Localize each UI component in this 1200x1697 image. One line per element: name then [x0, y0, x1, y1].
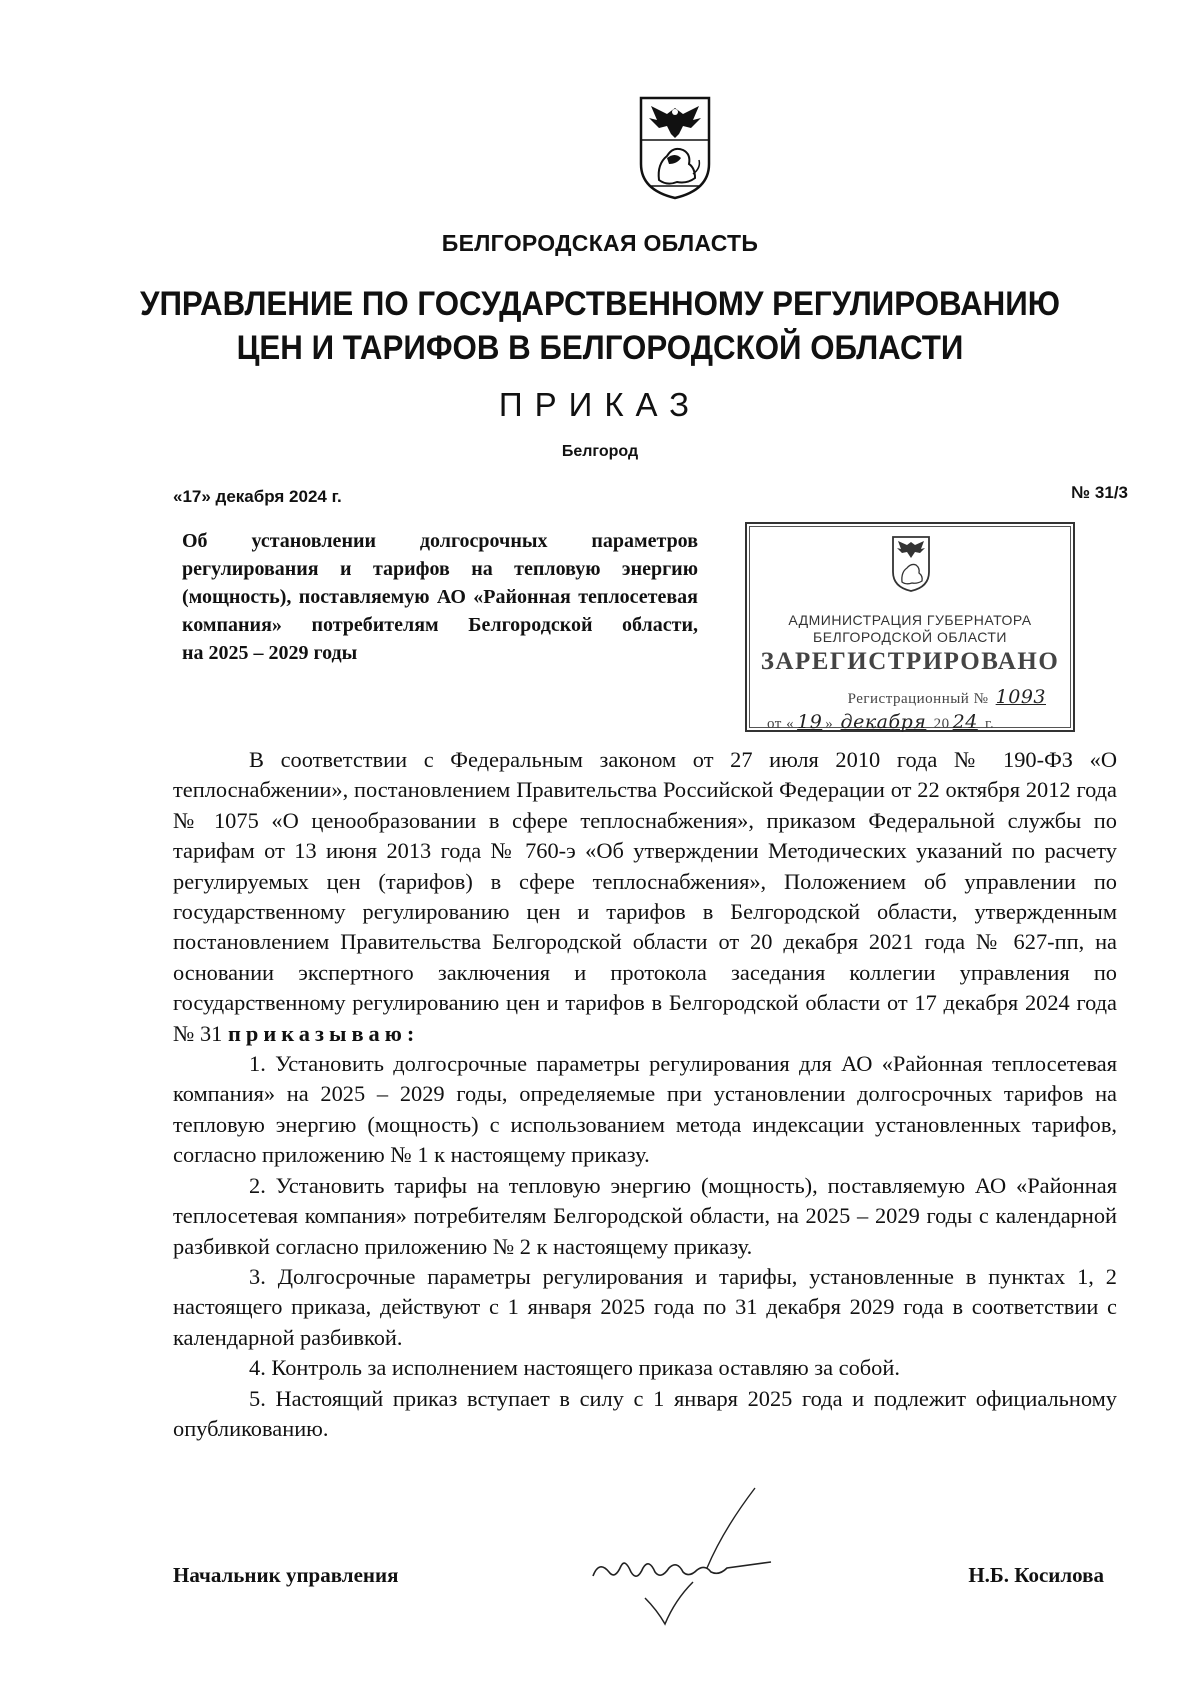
- stamp-reg-number: 1093: [995, 686, 1046, 708]
- order-word: приказываю:: [227, 1020, 420, 1046]
- stamp-year-suffix: 24: [952, 711, 978, 733]
- order-item-4: 4. Контроль за исполнением настоящего приказа оставляю за собой.: [249, 1355, 900, 1381]
- stamp-emblem-icon: [890, 534, 932, 594]
- stamp-organization: [747, 612, 1073, 646]
- order-body: [173, 745, 1117, 1444]
- city-name: Белгород: [561, 443, 639, 460]
- stamp-org-line2: БЕЛГОРОДСКОЙ ОБЛАСТИ: [813, 629, 1007, 645]
- order-date: «17» декабря 2024 г.: [173, 487, 342, 506]
- stamp-year-end: г.: [985, 716, 995, 732]
- order-item-5: 5. Настоящий приказ вступает в силу с 1 января 2025 года и подлежит официальному опубликованию.: [173, 1385, 1117, 1441]
- registration-stamp: [745, 522, 1075, 732]
- stamp-reg-label: Регистрационный №: [847, 691, 989, 707]
- coat-of-arms-emblem: [637, 94, 713, 202]
- order-item-2: 2. Установить тарифы на тепловую энергию (мощность), поставляемую АО «Районная теплосетевая компания» потребителям Белгородской области, на 2025 – 2029 годы с календарной разбивкой согласно приложению № 2 к настоящему приказу.: [173, 1172, 1117, 1259]
- signer-title: Начальник управления: [173, 1563, 399, 1587]
- stamp-registered-title: ЗАРЕГИСТРИРОВАНО: [760, 648, 1060, 675]
- stamp-month: декабря: [840, 711, 927, 733]
- stamp-date-line: [767, 711, 1061, 733]
- stamp-year-prefix: 20: [933, 716, 950, 732]
- agency-name-line1: УПРАВЛЕНИЕ ПО ГОСУДАРСТВЕННОМУ РЕГУЛИРОВАНИЮ: [139, 285, 1061, 323]
- stamp-org-line1: АДМИНИСТРАЦИЯ ГУБЕРНАТОРА: [788, 612, 1032, 628]
- preamble-paragraph: [173, 745, 1117, 1049]
- order-subject-text: Об установлении долгосрочных параметров регулирования и тарифов на тепловую энергию (мощность), поставляемую АО «Районная теплосетевая компания» потребителям Белгородской области,: [182, 530, 698, 636]
- order-item-3: 3. Долгосрочные параметры регулирования и тарифы, установленные в пунктах 1, 2 настоящего приказа, действуют с 1 января 2025 года по 31 декабря 2029 года в соответствии с календарной разбивкой.: [173, 1263, 1117, 1350]
- region-name: БЕЛГОРОДСКАЯ ОБЛАСТЬ: [441, 230, 759, 256]
- stamp-mid: »: [825, 716, 834, 732]
- stamp-from-label: от «: [767, 716, 795, 732]
- agency-name: [48, 282, 1152, 370]
- order-number: № 31/3: [1071, 483, 1128, 502]
- preamble-text: В соответствии с Федеральным законом от 27 июля 2010 года № 190-ФЗ «О теплоснабжении», постановлением Правительства Российской Федерации от 22 октября 2012 года № 1075 «О ценообразовании в сфере теплоснабжения», приказом Федеральной службы по тарифам от 13 июня 2013 года № 760-э «Об утверждении Методических указаний по расчету регулируемых цен (тарифов) в сфере теплоснабжения», Положением об управлении по государственному регулированию цен и тарифов в Белгородской области, утвержденным постановлением Правительства Белгородской области от 20 декабря 2021 года № 627-пп, на основании экспертного заключения и протокола заседания коллегии управления по государственному регулированию цен и тарифов в Белгородской области от 17 декабря 2024 года № 31: [173, 747, 1117, 1046]
- handwritten-signature: [585, 1480, 785, 1640]
- stamp-reg-number-line: [767, 686, 1061, 708]
- document-type: ПРИКАЗ: [498, 386, 702, 423]
- order-subject: [182, 527, 698, 667]
- signer-name: Н.Б. Косилова: [968, 1563, 1104, 1587]
- order-subject-last-line: на 2025 – 2029 годы: [182, 642, 358, 664]
- stamp-day: 19: [797, 711, 823, 733]
- order-item-1: 1. Установить долгосрочные параметры регулирования для АО «Районная теплосетевая компания» на 2025 – 2029 годы, определяемые при установлении долгосрочных тарифов на тепловую энергию (мощность) с использованием метода индексации установленных тарифов, согласно приложению № 1 к настоящему приказу.: [173, 1051, 1117, 1168]
- agency-name-line2: ЦЕН И ТАРИФОВ В БЕЛГОРОДСКОЙ ОБЛАСТИ: [236, 329, 964, 367]
